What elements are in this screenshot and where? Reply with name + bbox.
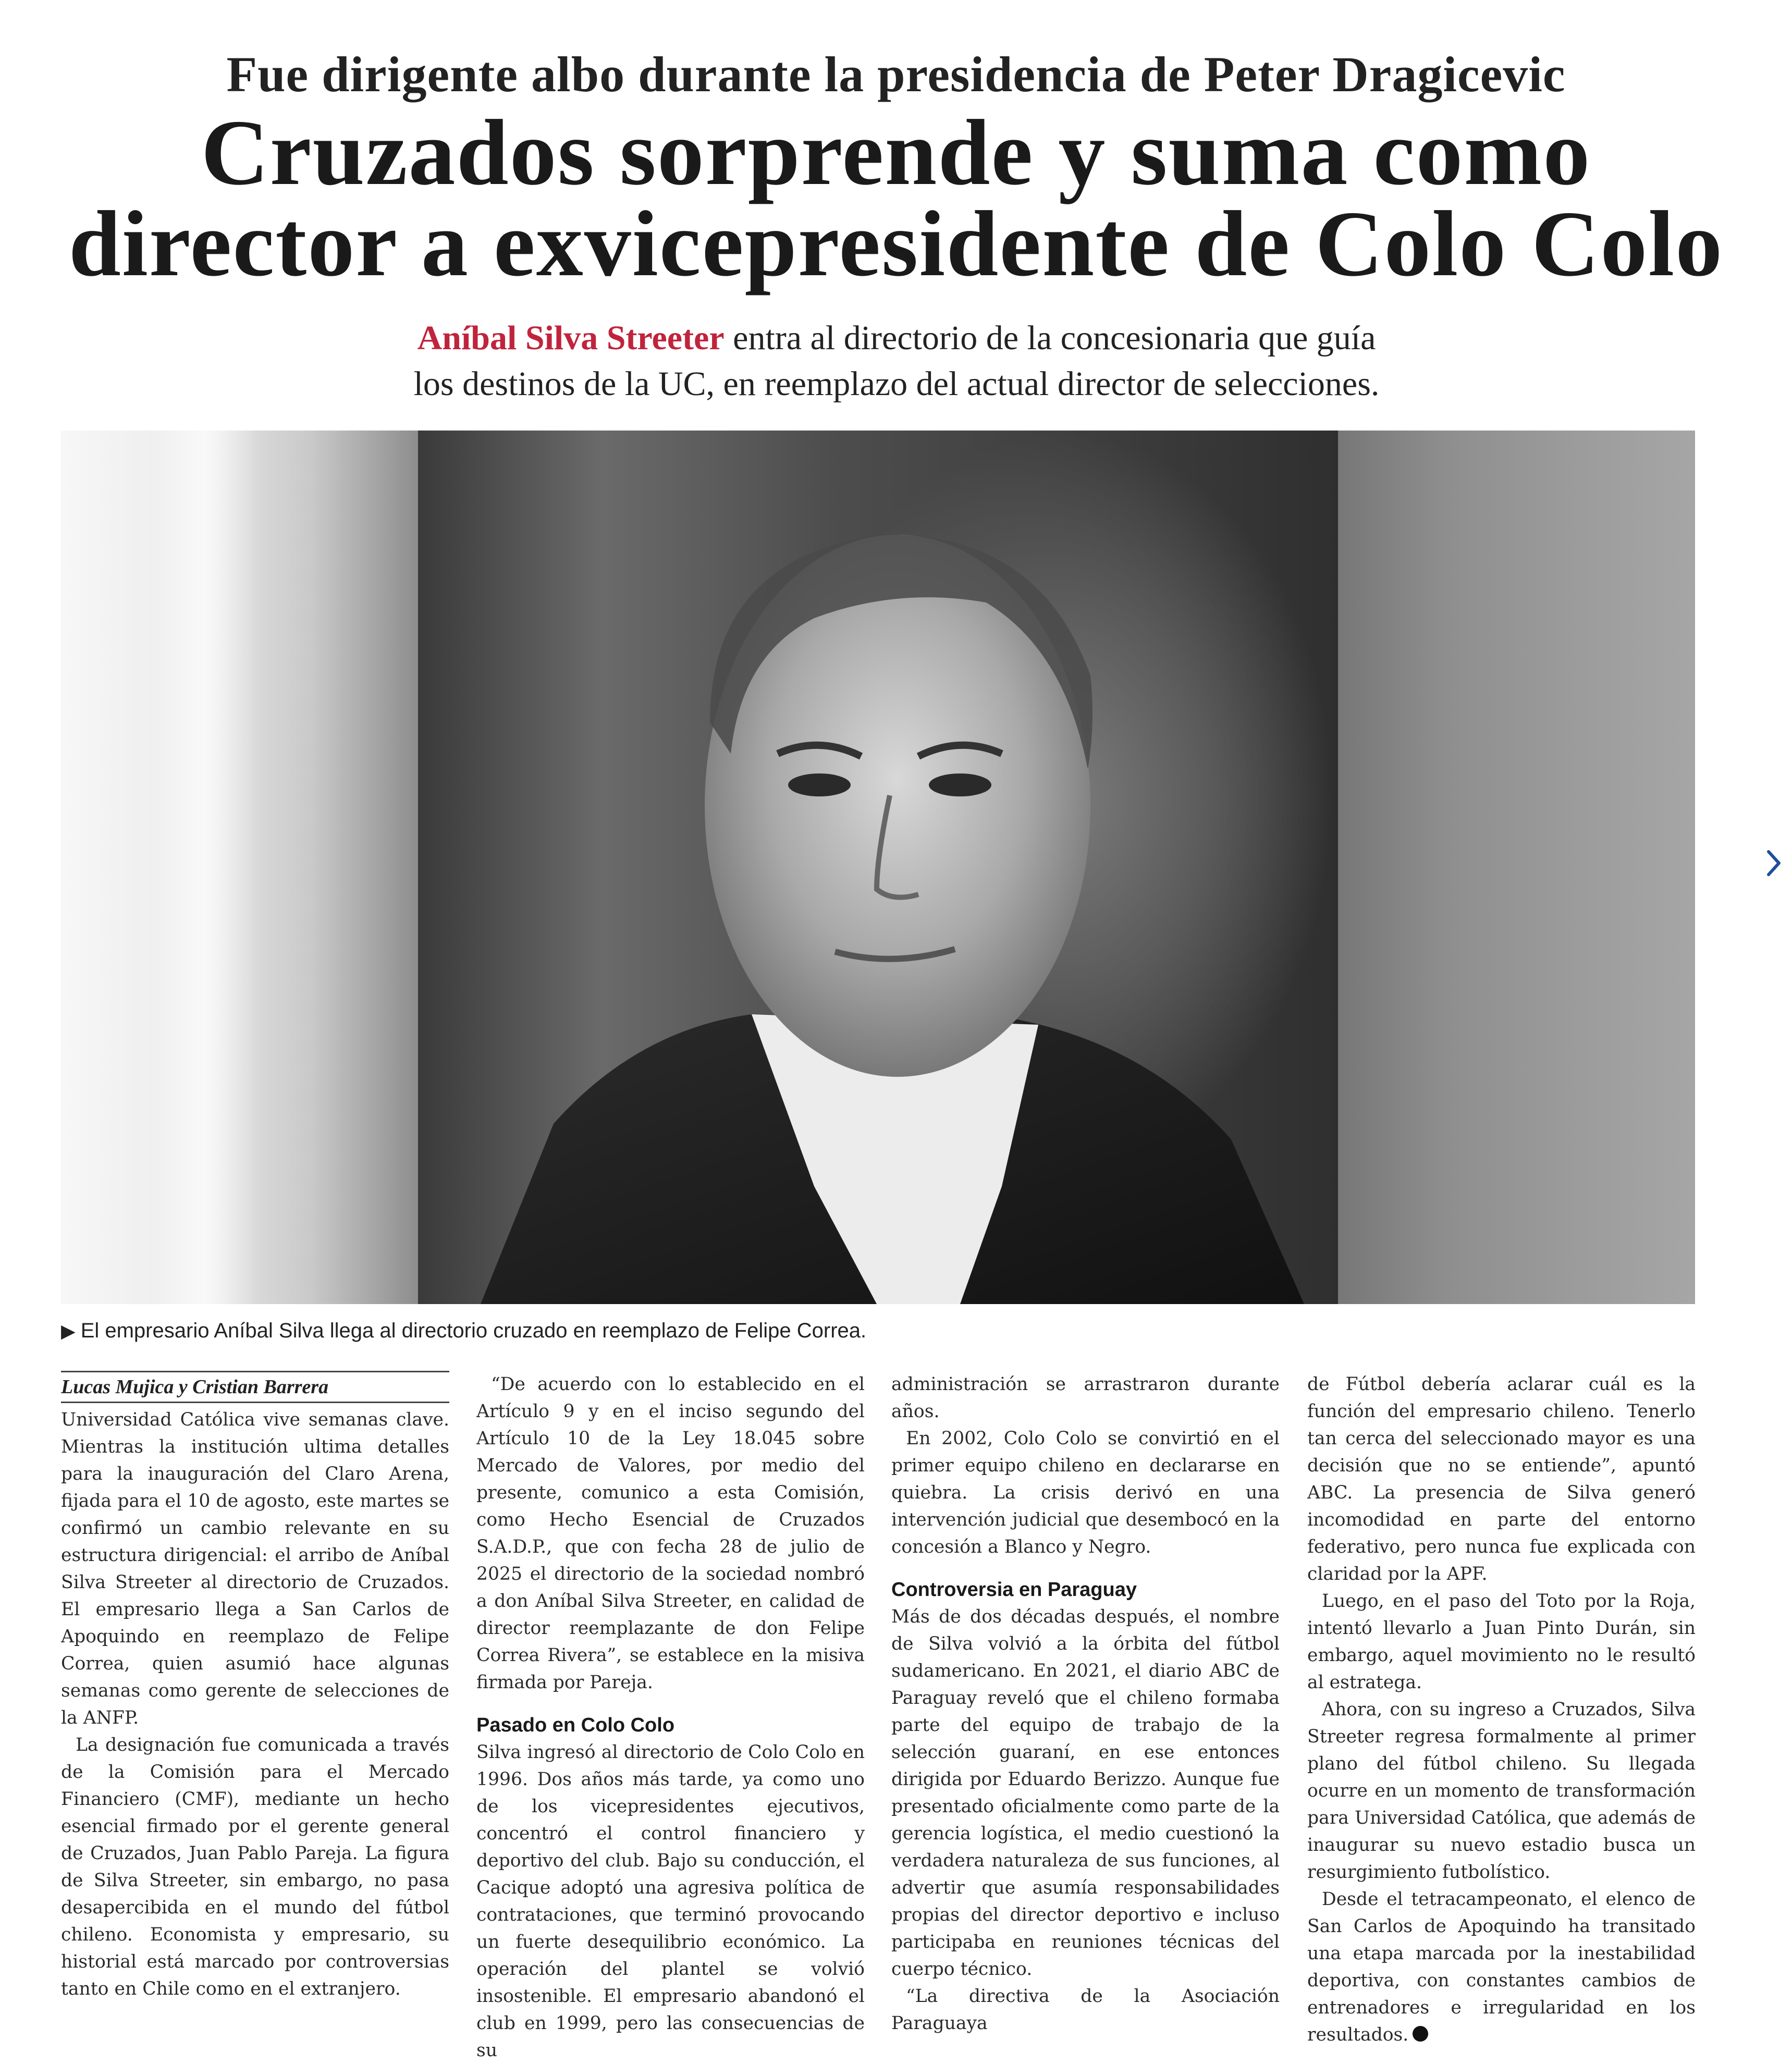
photo-right-panel (1338, 431, 1695, 1304)
paragraph: “De acuerdo con lo establecido en el Artículo 9 y en el inciso segundo del Artículo 10 de la Ley 18.045 sobre Mercado de Valores, por medio del presente, comunico a esta Comisión, como Hecho Esencial de Cruzados S.A.D.P., que con fecha 28 de julio de 2025 el directorio de la sociedad nombró a don Aníbal Silva Streeter, en calidad de director reemplazante de don Felipe Correa Rivera”, se establece en la misiva firmada por Pareja. (476, 1374, 865, 1693)
deck-line-2: los destinos de la UC, en reemplazo del actual director de selecciones. (413, 365, 1380, 403)
deck (365, 315, 1428, 407)
paragraph: “La directiva de la Asociación Paraguaya (891, 1986, 1280, 2034)
next-page-button[interactable] (1759, 843, 1790, 883)
paragraph: Silva ingresó al directorio de Colo Colo en 1996. Dos años más tarde, ya como uno de los vicepresidentes ejecutivos, concentró el control financiero y deportivo del club. Bajo su conducción, el Cacique adoptó una agresiva política de contrataciones, que terminó provocando un fuerte desequilibrio económico. La operación del plantel se volvió insostenible. El empresario abandonó el club en 1999, pero las consecuencias de su (476, 1742, 865, 2061)
paragraph: Más de dos décadas después, el nombre de Silva volvió a la órbita del fútbol sudamericano. En 2021, el diario ABC de Paraguay reveló que el chileno formaba parte del equipo de trabajo de la selección guaraní, en ese entonces dirigida por Eduardo Berizzo. Aunque fue presentado oficialmente como parte de la gerencia logística, el medio cuestionó la verdadera naturaleza de sus funciones, al advertir que asumía responsabilidades propias del director deportivo e incluso participaba en reuniones técnicas del cuerpo técnico. (891, 1606, 1280, 1980)
section-heading: Controversia en Paraguay (891, 1579, 1137, 1601)
paragraph: Universidad Católica vive semanas clave. Mientras la institución ultima detalles para la inauguración del Claro Arena, fijada para el 10 de agosto, este martes se confirmó un cambio relevante en su estructura dirigencial: el arribo de Aníbal Silva Streeter al directorio de Cruzados. El empresario llega a San Carlos de Apoquindo en reemplazo de Felipe Correa, quien asumió hace algunas semanas como gerente de selecciones de la ANFP. (61, 1409, 449, 1728)
portrait-photo (61, 431, 1695, 1304)
photo-caption (61, 1316, 1695, 1346)
paragraph: de Fútbol debería aclarar cuál es la función del empresario chileno. Tenerlo tan cerca del seleccionado mayor es una decisión que no se entiende”, apuntó ABC. La presencia de Silva generó incomodidad en parte del entorno federativo, pero nunca fue explicada con claridad por la APF. (1307, 1374, 1696, 1584)
paragraph: Luego, en el paso del Toto por la Roja, intentó llevarlo a Juan Pinto Durán, sin embargo, aquel movimiento no le resultó al estratega. (1307, 1591, 1696, 1693)
photo-left-panel (61, 431, 418, 1304)
section-heading: Pasado en Colo Colo (476, 1714, 675, 1736)
end-dot-icon (1413, 2026, 1428, 2042)
deck-name: Aníbal Silva Streeter (417, 319, 725, 357)
portrait-figure (418, 431, 1338, 1304)
paragraph: La designación fue comunicada a través de la Comisión para el Mercado Financiero (CMF), mediante un hecho esencial firmado por el gerente general de Cruzados, Juan Pablo Pareja. La figura de Silva Streeter, sin embargo, no pasa desapercibida en el mundo del fútbol chileno. Economista y empresario, su historial está marcado por controversias tanto en Chile como en el extranjero. (61, 1735, 449, 1999)
last-paragraph-text: Desde el tetracampeonato, el elenco de San Carlos de Apoquindo ha transitado una etapa marcada por la inestabilidad deportiva, con constantes cambios de entrenadores e irregularidad en los resultados. (1307, 1889, 1696, 2045)
eye-left (788, 773, 851, 796)
article-column-2 (476, 1371, 865, 2064)
chevron-right-icon (1765, 849, 1783, 878)
headline (0, 101, 1792, 296)
headline-line-1: Cruzados sorprende y suma como (201, 101, 1591, 204)
paragraph-last (1307, 1886, 1696, 2048)
paragraph: administración se arrastraron durante años. (891, 1374, 1280, 1422)
paragraph: En 2002, Colo Colo se convirtió en el primer equipo chileno en declararse en quiebra. La crisis derivó en una intervención judicial que desembocó en la concesión a Blanco y Negro. (891, 1428, 1280, 1557)
article-column-3 (891, 1371, 1280, 2037)
deck-line-1: entra al directorio de la concesionaria que guía (724, 319, 1376, 357)
article-column-1 (61, 1371, 449, 2002)
triangle-right-icon: ▶ (61, 1320, 76, 1342)
paragraph: Ahora, con su ingreso a Cruzados, Silva Streeter regresa formalmente al primer plano del fútbol chileno. Su llegada ocurre en un momento de transformación para Universidad Católica, que además de inaugurar su nuevo estadio busca un resurgimiento futbolístico. (1307, 1699, 1696, 1883)
article-column-4 (1307, 1371, 1696, 2048)
overline: Fue dirigente albo durante la presidencia de Peter Dragicevic (226, 46, 1566, 102)
headline-line-2: director a exvicepresidente de Colo Colo (68, 192, 1724, 296)
eye-right (929, 773, 991, 796)
caption-text: El empresario Aníbal Silva llega al directorio cruzado en reemplazo de Felipe Correa. (80, 1319, 867, 1342)
byline: Lucas Mujica y Cristian Barrera (61, 1371, 449, 1403)
